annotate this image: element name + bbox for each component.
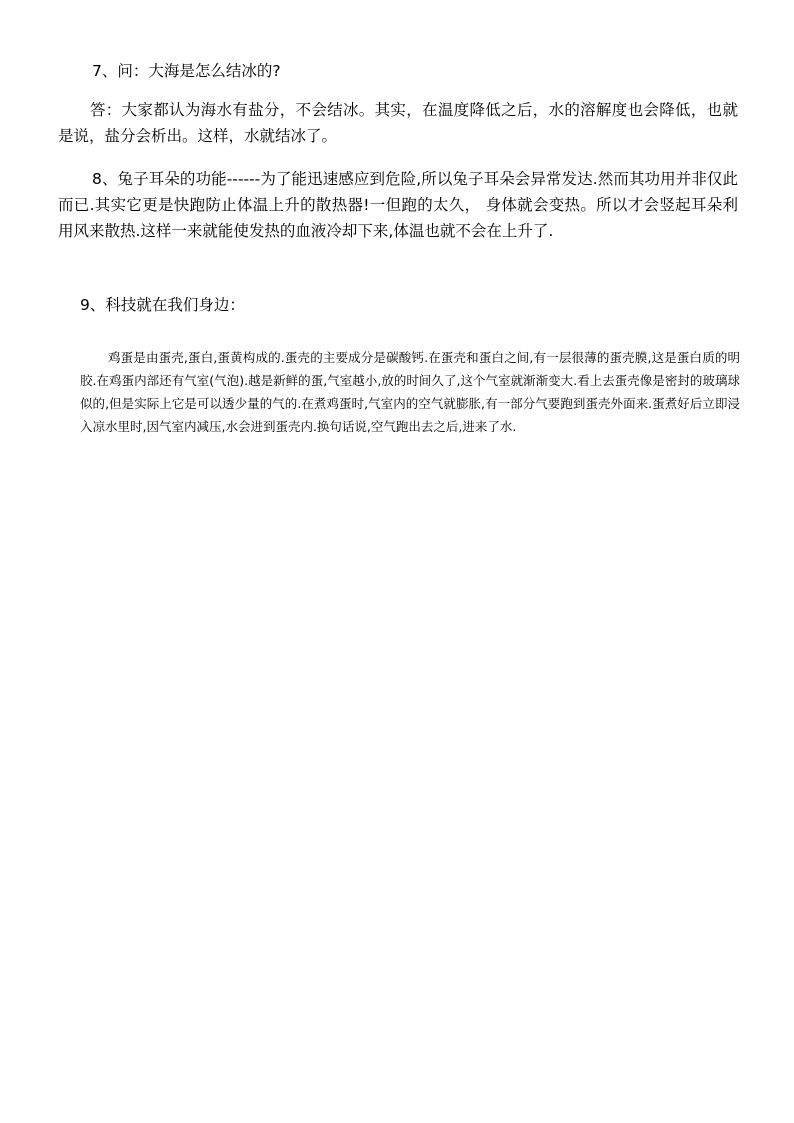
rabbit-ears-paragraph: 8、兔子耳朵的功能------为了能迅速感应到危险,所以兔子耳朵会异常发达.然而其功用并非仅此而已.其实它更是快跑防止体温上升的散热器!一但跑的太久， 身体就会变热。所以才会竖起耳朵利用风来散热.这样一来就能使发热的血液冷却下来,体温也就不会在上升了. bbox=[58, 170, 738, 240]
question-7-heading: 7、问：大海是怎么结冰的? bbox=[92, 62, 281, 80]
section-9-heading: 9、科技就在我们身边： bbox=[80, 296, 245, 314]
egg-science-paragraph: 鸡蛋是由蛋壳,蛋白,蛋黄构成的.蛋壳的主要成分是碳酸钙.在蛋壳和蛋白之间,有一层很薄的蛋壳膜,这是蛋白质的明胶.在鸡蛋内部还有气室(气泡).越是新鲜的蛋,气室越小,放的时间久了,这个气室就渐渐变大.看上去蛋壳像是密封的玻璃球似的,但是实际上它是可以透少量的气的.在煮鸡蛋时,气室内的空气就膨胀,有一部分气要跑到蛋壳外面来.蛋煮好后立即浸入凉水里时,因气室内减压,水会进到蛋壳内.换句话说,空气跑出去之后,进来了水. bbox=[80, 350, 740, 434]
answer-7-paragraph: 答：大家都认为海水有盐分，不会结冰。其实，在温度降低之后，水的溶解度也会降低，也就是说，盐分会析出。这样，水就结冰了。 bbox=[58, 101, 738, 145]
